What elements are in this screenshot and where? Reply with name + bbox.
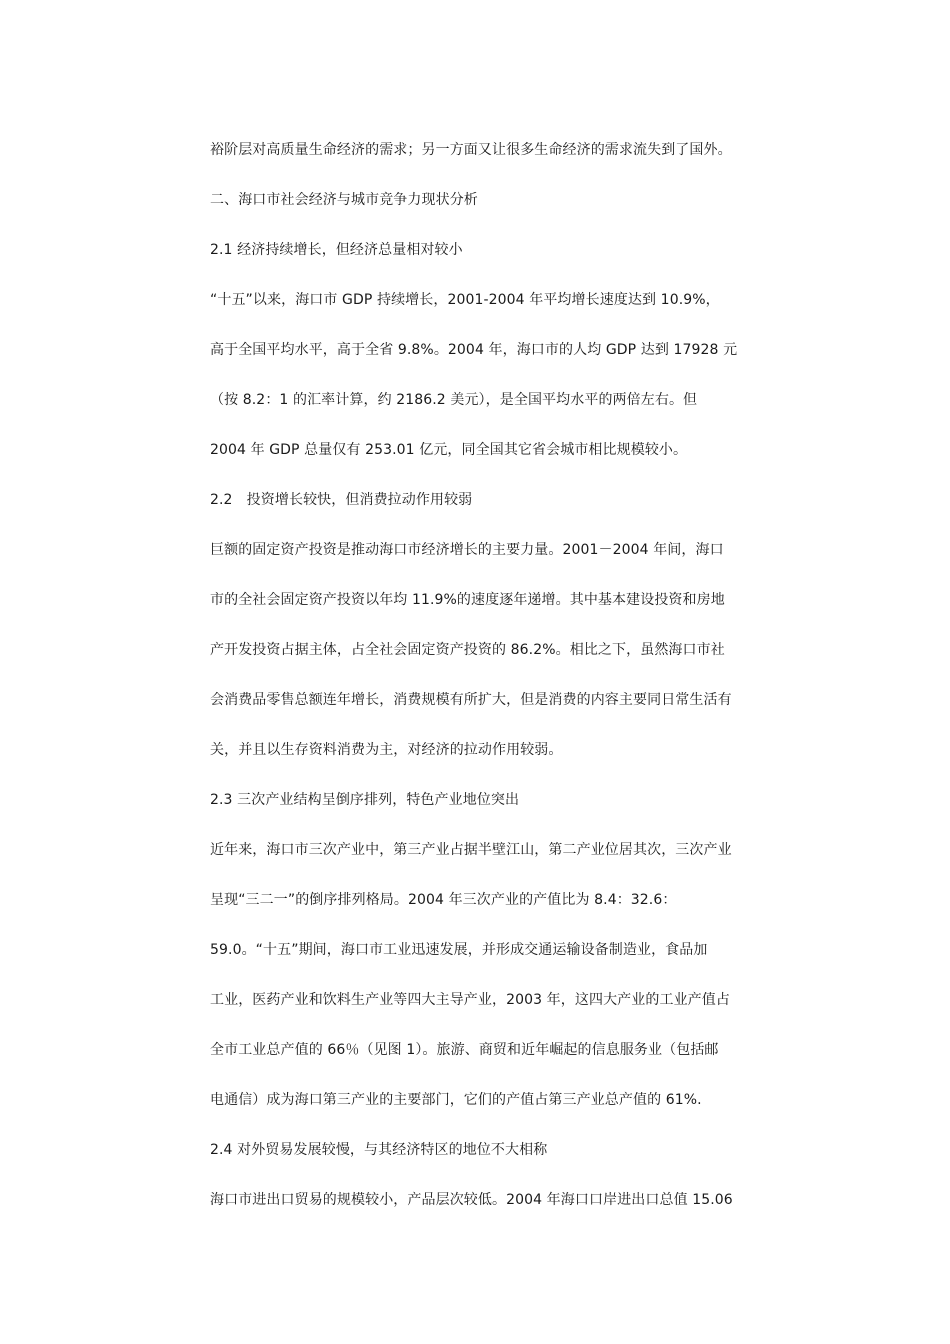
text-line: （按 8.2：1 的汇率计算，约 2186.2 美元），是全国平均水平的两倍左右。但 <box>210 392 698 408</box>
subsection-heading: 2.2 投资增长较快，但消费拉动作用较弱 <box>210 492 473 508</box>
subsection-heading: 2.3 三次产业结构呈倒序排列，特色产业地位突出 <box>210 792 520 808</box>
text-line: 近年来，海口市三次产业中，第三产业占据半壁江山，第二产业位居其次，三次产业 <box>210 842 732 858</box>
text-line: 全市工业总产值的 66％（见图 1）。旅游、商贸和近年崛起的信息服务业（包括邮 <box>210 1042 719 1058</box>
text-line: 工业，医药产业和饮料生产业等四大主导产业，2003 年，这四大产业的工业产值占 <box>210 992 730 1008</box>
text-line: 会消费品零售总额连年增长，消费规模有所扩大，但是消费的内容主要同日常生活有 <box>210 692 732 708</box>
section-heading: 二、海口市社会经济与城市竞争力现状分析 <box>210 192 478 208</box>
subsection-heading: 2.4 对外贸易发展较慢，与其经济特区的地位不大相称 <box>210 1142 548 1158</box>
text-line: 2004 年 GDP 总量仅有 253.01 亿元，同全国其它省会城市相比规模较小。 <box>210 442 688 458</box>
text-line: 呈现“三二一”的倒序排列格局。2004 年三次产业的产值比为 8.4：32.6： <box>210 892 677 908</box>
subsection-heading: 2.1 经济持续增长，但经济总量相对较小 <box>210 242 463 258</box>
text-line: 关，并且以生存资料消费为主，对经济的拉动作用较弱。 <box>210 742 563 758</box>
text-line: 高于全国平均水平，高于全省 9.8%。2004 年，海口市的人均 GDP 达到 17928 元 <box>210 342 738 358</box>
text-line: 市的全社会固定资产投资以年均 11.9%的速度逐年递增。其中基本建设投资和房地 <box>210 592 725 608</box>
text-line: 59.0。“十五”期间，海口市工业迅速发展，并形成交通运输设备制造业，食品加 <box>210 942 708 958</box>
text-line: “十五”以来，海口市 GDP 持续增长，2001-2004 年平均增长速度达到 10.9%， <box>210 292 720 308</box>
text-line: 海口市进出口贸易的规模较小，产品层次较低。2004 年海口口岸进出口总值 15.06 <box>210 1192 733 1208</box>
text-line: 产开发投资占据主体，占全社会固定资产投资的 86.2%。相比之下，虽然海口市社 <box>210 642 725 658</box>
text-line: 电通信）成为海口第三产业的主要部门，它们的产值占第三产业总产值的 61%. <box>210 1092 702 1108</box>
text-line: 巨额的固定资产投资是推动海口市经济增长的主要力量。2001－2004 年间，海口 <box>210 542 724 558</box>
text-line: 裕阶层对高质量生命经济的需求；另一方面又让很多生命经济的需求流失到了国外。 <box>210 142 732 158</box>
